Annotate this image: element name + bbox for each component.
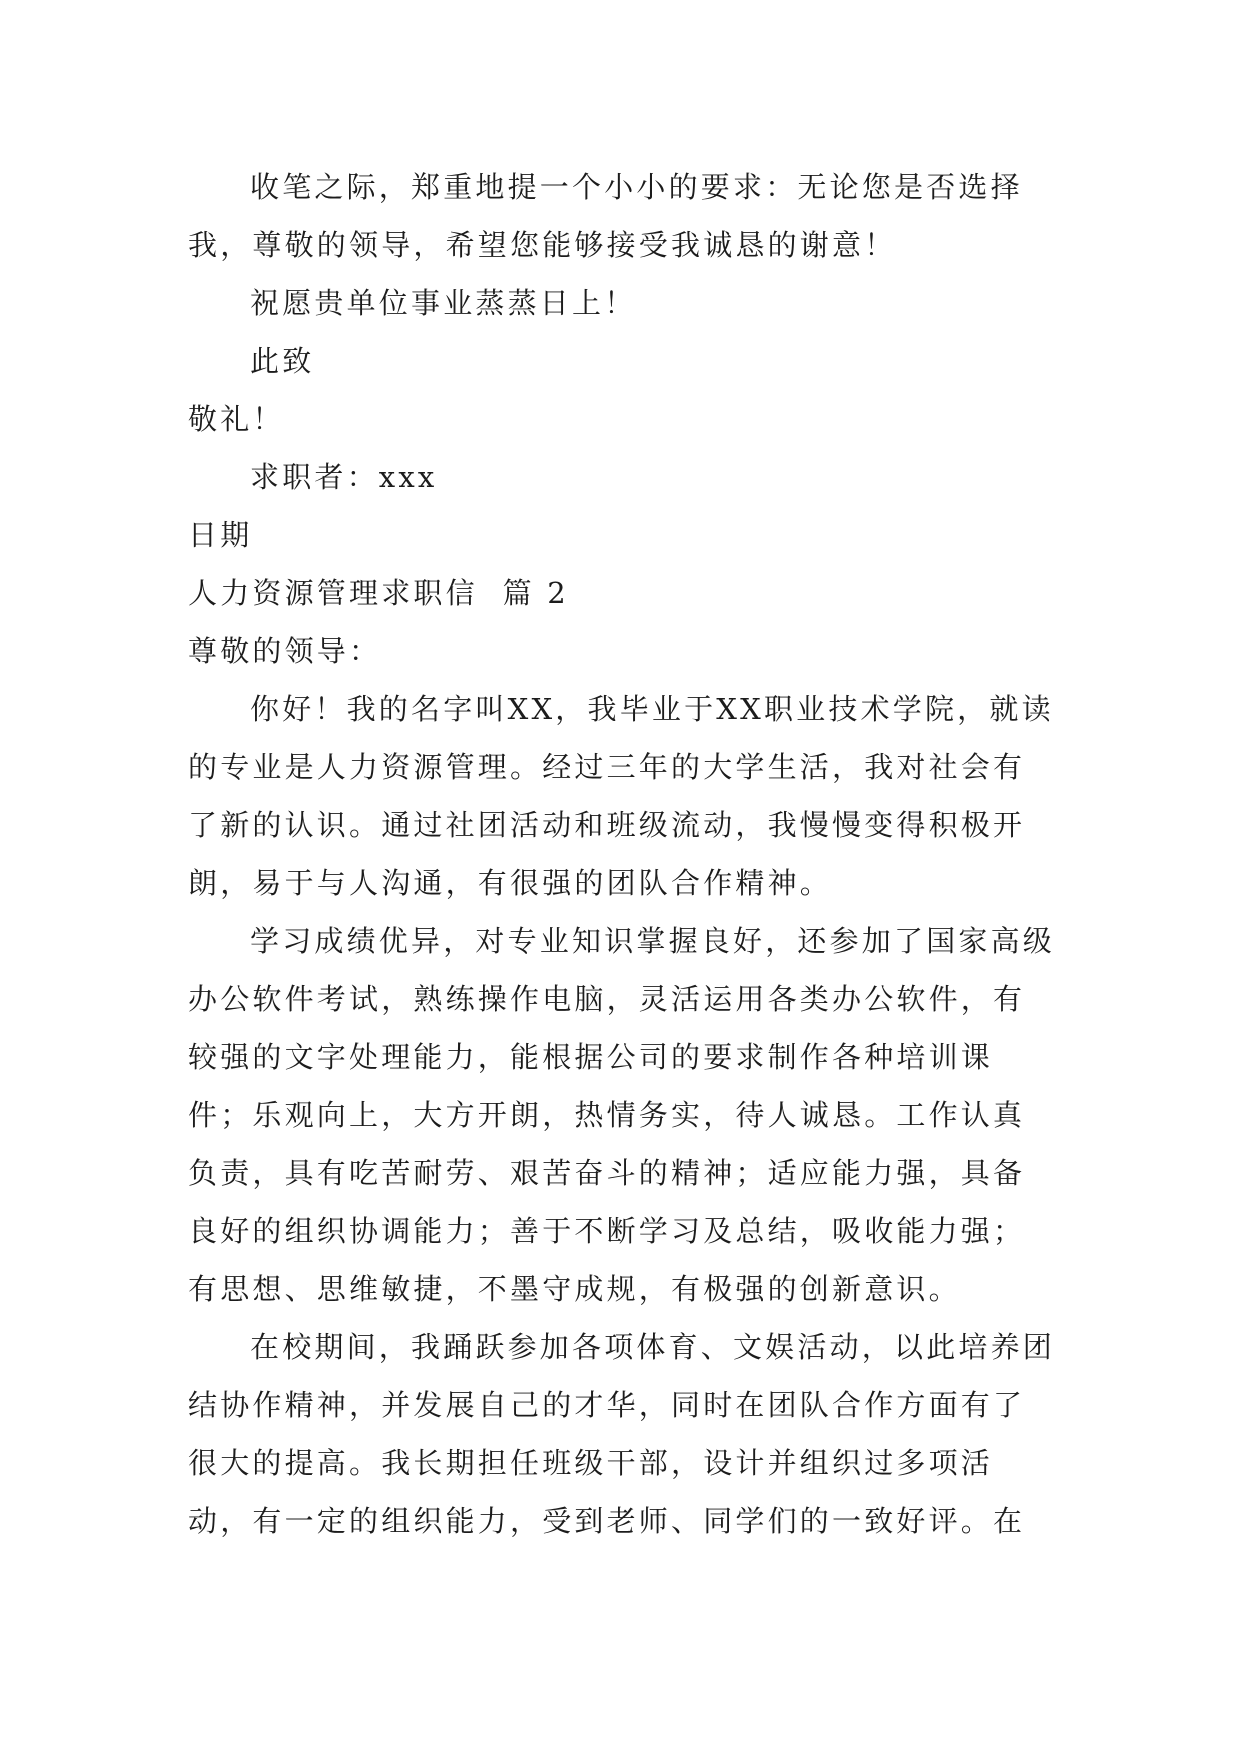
closing-request-paragraph: 收笔之际，郑重地提一个小小的要求：无论您是否选择我，尊敬的领导，希望您能够接受我诚恳的谢意！ [188,170,1023,262]
wish-line: 祝愿贵单位事业蒸蒸日上！ [250,286,637,320]
salutation-line-1: 此致 [250,344,315,378]
body-paragraph-3: 在校期间，我踊跃参加各项体育、文娱活动，以此培养团结协作精神，并发展自己的才华，同时在团队合作方面有了很大的提高。我长期担任班级干部，设计并组织过多项活动，有一定的组织能力，受到老师、同学们的一致好评。在 [188,1330,1056,1538]
greeting-line: 尊敬的领导： [188,634,382,668]
date-line: 日期 [188,518,253,552]
body-paragraph-2: 学习成绩优异，对专业知识掌握良好，还参加了国家高级办公软件考试，熟练操作电脑，灵活运用各类办公软件，有较强的文字处理能力，能根据公司的要求制作各种培训课件；乐观向上，大方开朗，热情务实，待人诚恳。工作认真负责，具有吃苦耐劳、艰苦奋斗的精神；适应能力强，具备良好的组织协调能力；善于不断学习及总结，吸收能力强；有思想、思维敏捷，不墨守成规，有极强的创新意识。 [188,924,1056,1306]
document-body [188,158,1056,1550]
salutation-line-2: 敬礼！ [188,402,285,436]
section-title: 人力资源管理求职信 篇 2 [188,576,569,610]
signature-line: 求职者：xxx [250,460,438,494]
body-paragraph-1: 你好！我的名字叫XX，我毕业于XX职业技术学院，就读的专业是人力资源管理。经过三年的大学生活，我对社会有了新的认识。通过社团活动和班级流动，我慢慢变得积极开朗，易于与人沟通，有很强的团队合作精神。 [188,692,1054,900]
